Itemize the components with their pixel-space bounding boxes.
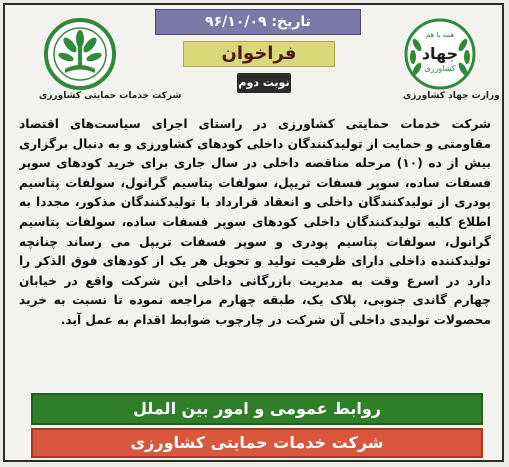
body-org-name: شرکت خدمات حمایتی کشاورزی xyxy=(277,117,491,131)
notice-title: فراخوان xyxy=(183,41,335,67)
right-logo-caption: وزارت جهاد کشاورزی xyxy=(403,91,500,101)
notice-header xyxy=(5,5,502,112)
round-badge: نوبت دوم xyxy=(237,73,291,93)
footer-public-relations: روابط عمومی و امور بین الملل xyxy=(31,393,483,425)
ministry-emblem-sub: کشاورزی xyxy=(424,64,456,73)
ministry-emblem-top: همه با هم xyxy=(425,31,455,39)
footer-company-name: شرکت خدمات حمایتی کشاورزی xyxy=(31,428,483,458)
left-logo-caption: شرکت خدمات حمایتی کشاورزی xyxy=(39,91,182,101)
body-paragraph: در راستای اجرای سیاست‌های اقتصاد مقاومتی و حمایت از تولیدکنندگان داخلی کودهای کشاورزی و به دنبال برگزاری بیش از ده (۱۰) مرحله مناقصه داخلی در سال جاری برای خرید کودهای سوپر فسفات ساده، سوپر فسفات تریپل، سولفات پتاسیم گرانول، سولفات پتاسیم پودری از تولیدکنندگان داخلی و انعقاد قرارداد با تولیدکنندگان مذکور، مجددا به اطلاع کلیه تولیدکنندگان داخلی کودهای سوپر فسفات ساده، سولفات پتاسیم گرانول، سولفات پتاسیم پودری و سوپر فسفات تریپل می رساند چنانچه تولیدکننده داخلی دارای ظرفیت تولید و تحویل هر یک از کودهای فوق الذکر را دارد در اسرع وقت به مدیریت بازرگانی داخلی این شرکت واقع در خیابان چهارم گاندی جنوبی، پلاک یک، طبقه چهارم مراجعه نموده تا نسبت به خرید محصولات تولیدی داخلی آن شرکت در چارچوب ضوابط اقدام به عمل آید. xyxy=(19,117,491,327)
ministry-emblem-word: جهاد xyxy=(421,44,459,63)
ministry-jihad-logo xyxy=(403,17,477,91)
notice-frame xyxy=(3,3,504,462)
notice-date: تاریخ: ۹۶/۱۰/۰۹ xyxy=(155,9,361,35)
notice-body xyxy=(19,115,491,383)
agri-support-logo xyxy=(43,17,117,91)
